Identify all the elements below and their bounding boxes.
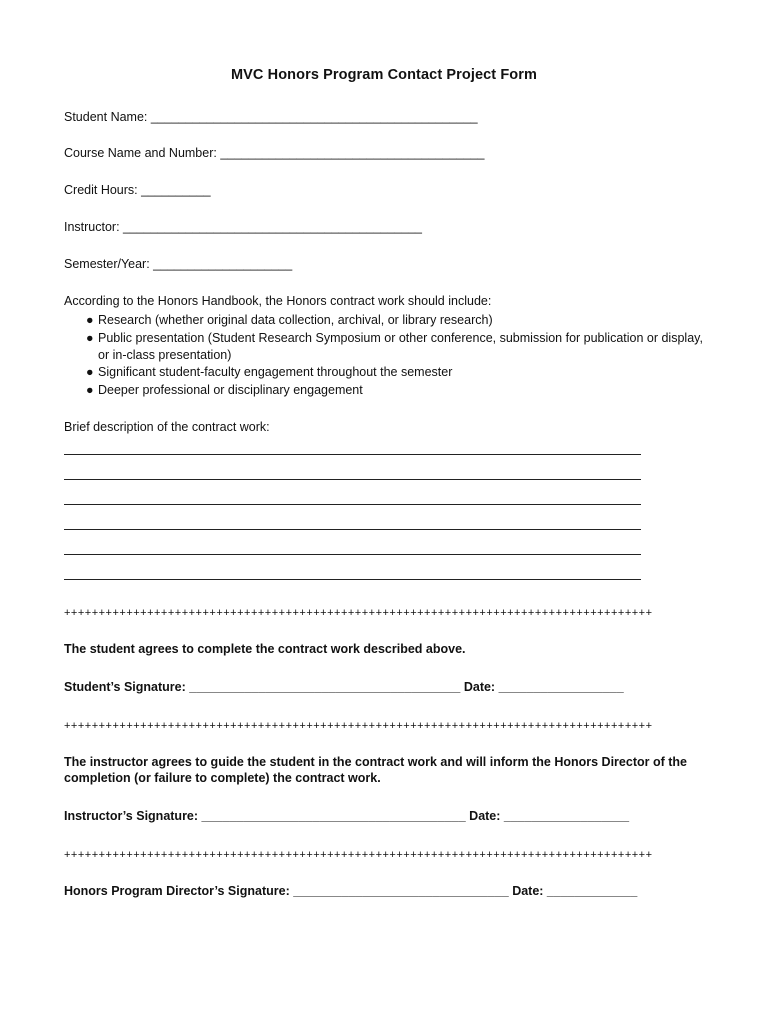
requirement-text: Deeper professional or disciplinary engagement (98, 383, 363, 398)
page-title: MVC Honors Program Contact Project Form (230, 67, 538, 83)
director-signature-line[interactable]: Honors Program Director’s Signature: _______________________________ Date: _____________ (64, 883, 638, 898)
student-name-field[interactable]: Student Name: _______________________________________________ (64, 109, 478, 124)
requirements-list (64, 312, 704, 399)
requirement-text: Research (whether original data collection, archival, or library research) (98, 312, 493, 327)
requirement-text: Public presentation (Student Research Symposium or other conference, submission for publication or display, or in-class presentation) (98, 330, 703, 362)
student-signature-line[interactable]: Student’s Signature: _______________________________________ Date: __________________ (64, 679, 624, 694)
description-line[interactable] (64, 438, 641, 455)
requirement-item (88, 364, 704, 381)
instructor-signature-line[interactable]: Instructor’s Signature: ______________________________________ Date: __________________ (64, 809, 630, 824)
credit-hours-field[interactable]: Credit Hours: __________ (64, 183, 211, 198)
bullet-icon: ● (86, 383, 94, 398)
form-page (64, 66, 704, 923)
description-line[interactable] (64, 513, 641, 530)
bullet-icon: ● (86, 365, 94, 380)
description-line[interactable] (64, 463, 641, 480)
requirements-intro: According to the Honors Handbook, the Honors contract work should include: (64, 293, 492, 308)
requirement-item (88, 382, 704, 399)
requirement-item (88, 330, 704, 364)
course-name-field[interactable]: Course Name and Number: ______________________________________ (64, 146, 485, 161)
description-lines[interactable] (64, 438, 704, 580)
student-agreement: The student agrees to complete the contract work described above. (64, 641, 466, 656)
section-divider: +++++++++++++++++++++++++++++++++++++++++++++++++++++++++++++++++++++++++++++++++++++ (64, 849, 653, 862)
section-divider: +++++++++++++++++++++++++++++++++++++++++++++++++++++++++++++++++++++++++++++++++++++ (64, 607, 653, 620)
semester-year-field[interactable]: Semester/Year: ____________________ (64, 257, 293, 272)
description-line[interactable] (64, 563, 641, 580)
description-line[interactable] (64, 538, 641, 555)
instructor-agreement: The instructor agrees to guide the student in the contract work and will inform the Honors Director of the completion (or failure to complete) the contract work. (64, 754, 687, 786)
description-label: Brief description of the contract work: (64, 420, 270, 435)
section-divider: +++++++++++++++++++++++++++++++++++++++++++++++++++++++++++++++++++++++++++++++++++++ (64, 719, 653, 732)
instructor-field[interactable]: Instructor: ___________________________________________ (64, 220, 422, 235)
requirement-text: Significant student-faculty engagement throughout the semester (98, 365, 453, 380)
description-line[interactable] (64, 488, 641, 505)
requirement-item (88, 312, 704, 329)
bullet-icon: ● (86, 312, 94, 327)
bullet-icon: ● (86, 330, 94, 345)
